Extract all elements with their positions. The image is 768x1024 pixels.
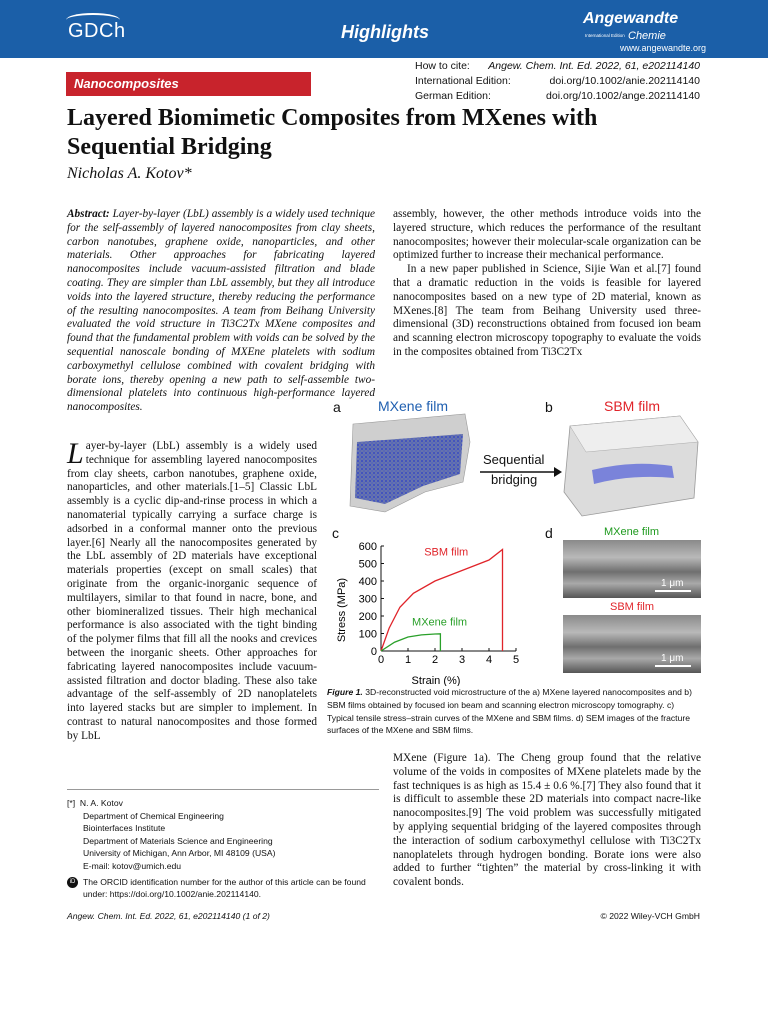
- series-label-sbm-film: SBM film: [424, 546, 469, 559]
- journal-edition: International Edition: [585, 33, 625, 38]
- x-tick-label: 4: [485, 654, 493, 666]
- y-tick-label: 0: [370, 646, 377, 658]
- intl-edition-doi[interactable]: doi.org/10.1002/anie.202114140: [549, 75, 700, 87]
- footnote-line-2: Biointerfaces Institute: [83, 823, 166, 834]
- scale-label-d2: 1 μm: [661, 653, 684, 664]
- footnote-email[interactable]: E-mail: kotov@umich.edu: [83, 860, 182, 871]
- article-author: Nicholas A. Kotov*: [67, 165, 192, 182]
- scale-bar-b: [655, 516, 699, 518]
- x-tick-label: 5: [512, 654, 520, 666]
- how-to-cite-value: Angew. Chem. Int. Ed. 2022, 61, e202114140: [488, 60, 700, 72]
- category-badge: Nanocomposites: [66, 72, 311, 96]
- abstract: [67, 208, 375, 415]
- footnote-name: N. A. Kotov: [79, 798, 123, 808]
- figure-caption: [327, 686, 702, 737]
- body-right-top: [393, 208, 701, 360]
- panel-a-title: MXene film: [378, 398, 449, 414]
- abstract-label: Abstract:: [67, 208, 110, 220]
- footer-copyright: © 2022 Wiley-VCH GmbH: [600, 911, 700, 921]
- caption-label: Figure 1.: [327, 687, 363, 697]
- how-to-cite-label: How to cite:: [415, 60, 470, 72]
- y-tick-label: 500: [358, 558, 377, 571]
- y-tick-label: 600: [358, 541, 377, 553]
- body-left-text: ayer-by-layer (LbL) assembly is a widely used technique for assembling layered nanocomposites from clay sheets, carbon nanotubes, graphene oxide, nanoparticles, and other materials.[1–5] Classic LbL assembly is a cyclic dip-and-rinse process in which a nanomaterial typically carrying a surface charge is adsorbed in a conformal manner onto the previous layer.[6] Nearly all the nanocomposites generated by the LbL assembly of 2D materials have exceptional materials properties (except on small scales) that originate from the organic-inorganic sequence of multilayers, similar to that found in nacre, bone, and other biomineralized tissues. Their high mechanical performance is also associated with the tight binding of the polymer films that fill all the nooks and crevices between the inorganic sheets. Other approaches for fabricating layered nanocomposites include vacuum-assisted filtration and doctor blading. These also take advantage of the self-assembly of 2D nanoplatelets into layered stacks but are simpler to implement. In contrast to natural nanocomposites and those formed by LbL: [67, 440, 317, 742]
- x-tick-label: 2: [431, 654, 439, 666]
- author-footnote: [67, 797, 379, 901]
- y-tick-label: 100: [358, 628, 377, 641]
- orcid-text[interactable]: The ORCID identification number for the author of this article can be found under: https://doi.org/10.1002/anie.202114140.: [83, 876, 366, 900]
- body-right-para-2: In a new paper published in Science, Sijie Wan et al.[7] found that a dramatic reduction in the voids is feasible for layered nanocomposites based on a new type of 2D material, known as MXenes.[8] The team from Beihang University used three-dimensional (3D) reconstructions obtained from focused ion beam and scanning electron microscopy topography to evaluate the voids in the composites obtained from Ti3C2Tx: [393, 263, 701, 358]
- scale-bar-d1: [655, 590, 691, 592]
- intl-edition-label: International Edition:: [415, 75, 511, 87]
- y-tick-label: 400: [358, 576, 377, 588]
- dropcap: L: [67, 437, 84, 470]
- stress-strain-chart: [326, 536, 526, 686]
- x-tick-label: 3: [458, 654, 466, 666]
- footnote-separator: [67, 789, 379, 790]
- y-tick-label: 200: [358, 611, 377, 623]
- scale-bar-d2: [655, 665, 691, 667]
- x-axis-label: Strain (%): [411, 675, 461, 686]
- chart-series: [381, 547, 503, 651]
- journal-url[interactable]: www.angewandte.org: [620, 43, 707, 53]
- caption-text: 3D-reconstructed void microstructure of the a) MXene layered nanocomposites and b) SBM films obtained by focused ion beam and scanning electron microscopy tomography. c) Typical tensile stress–strain curves of the MXene and SBM films. d) SEM images of the fracture surfaces of the MXene and SBM films.: [327, 687, 692, 736]
- german-edition-label: German Edition:: [415, 90, 491, 102]
- panel-d-label: d: [545, 525, 553, 541]
- series-label-mxene-film: MXene film: [412, 616, 468, 629]
- panel-b-title: SBM film: [604, 398, 660, 414]
- y-axis-label: Stress (MPa): [336, 577, 348, 643]
- footer-citation: Angew. Chem. Int. Ed. 2022, 61, e202114140 (1 of 2): [67, 911, 270, 921]
- y-tick-label: 300: [358, 593, 377, 606]
- footnote-line-4: University of Michigan, Ann Arbor, MI 48109 (USA): [83, 848, 276, 859]
- body-left-column: [67, 437, 317, 744]
- arrow-text-bottom: bridging: [491, 472, 538, 487]
- publisher-logo: GDCh: [68, 20, 126, 42]
- section-title: Highlights: [341, 22, 429, 42]
- body-right-bottom: MXene (Figure 1a). The Cheng group found that the relative volume of the voids in composites of MXene platelets made by the fast techniques is as high as 15.4 ± 0.6 %.[7] They also found that it is difficult to assemble these 2D materials into compact nacre-like nanocomposites.[9] The void problem was successfully mitigated by applying sequential bridging of the layered composites through the interaction of sodium carboxymethyl cellulose with Ti3C2Tx nanoplatelets through hydrogen bonding. Borate ions were also added to further “tighten” the material by cross-linking it with covalent bonds.: [393, 752, 701, 889]
- scale-label-b: 5 μm: [662, 502, 687, 514]
- x-tick-label: 0: [377, 654, 385, 666]
- scale-label-a: 5 μm: [430, 502, 455, 514]
- series-line-sbm-film: [381, 550, 503, 652]
- mxene-3d-reconstruction: [345, 412, 475, 520]
- footnote-line-1: Department of Chemical Engineering: [83, 810, 224, 821]
- journal-subname: Chemie: [628, 30, 666, 42]
- article-title: Layered Biomimetic Composites from MXenes with Sequential Bridging: [67, 105, 598, 160]
- chart-axes: [381, 546, 516, 651]
- abstract-text: Layer-by-layer (LbL) assembly is a widely used technique for the self-assembly of layered nanocomposites from clay sheets, carbon nanotubes, graphene oxide, nanoparticles, and other materials. Other approaches for fabricating layered nanocomposites include vacuum-assisted filtration and blade coating. They are simpler than LbL assembly, but they all introduce voids into the layered structure, thereby reducing the performance of the resulting nanocomposites. A team from Beihang University evaluated the void structure in Ti3C2Tx MXene composites and found that the fundamental problem with voids can be solved by the sequential nanoscale bonding of MXEne platelets with sodium carboxymethyl cellulose combined with covalent bridging with borate ions, thereby opening a new path to self-assemble two-dimensional platelets into continuous high-performance layered nanocomposites.: [67, 208, 375, 414]
- body-right-para-1: assembly, however, the other methods introduce voids into the layered structure, which reduces the performance of the resultant nanocomposites; however their molecular-scale organization can be optimized further to increase their mechanical performance.: [393, 208, 701, 262]
- panel-b-label: b: [545, 399, 553, 415]
- panel-d-sbm-label: SBM film: [610, 601, 654, 613]
- scale-bar-a: [422, 516, 466, 518]
- footnote-line-3: Department of Materials Science and Engineering: [83, 835, 273, 846]
- footnote-marker: [*]: [67, 798, 76, 808]
- series-line-mxene-film: [381, 634, 440, 651]
- x-tick-label: 1: [404, 654, 412, 666]
- arrow-text-top: Sequential: [483, 452, 545, 467]
- scale-label-d1: 1 μm: [661, 578, 684, 589]
- german-edition-doi[interactable]: doi.org/10.1002/ange.202114140: [546, 90, 700, 102]
- panel-d-mxene-label: MXene film: [604, 526, 660, 538]
- journal-logo: Angewandte: [583, 10, 679, 27]
- panel-c-label: c: [332, 525, 339, 541]
- panel-a-label: a: [333, 399, 341, 415]
- orcid-icon: iD: [67, 877, 78, 888]
